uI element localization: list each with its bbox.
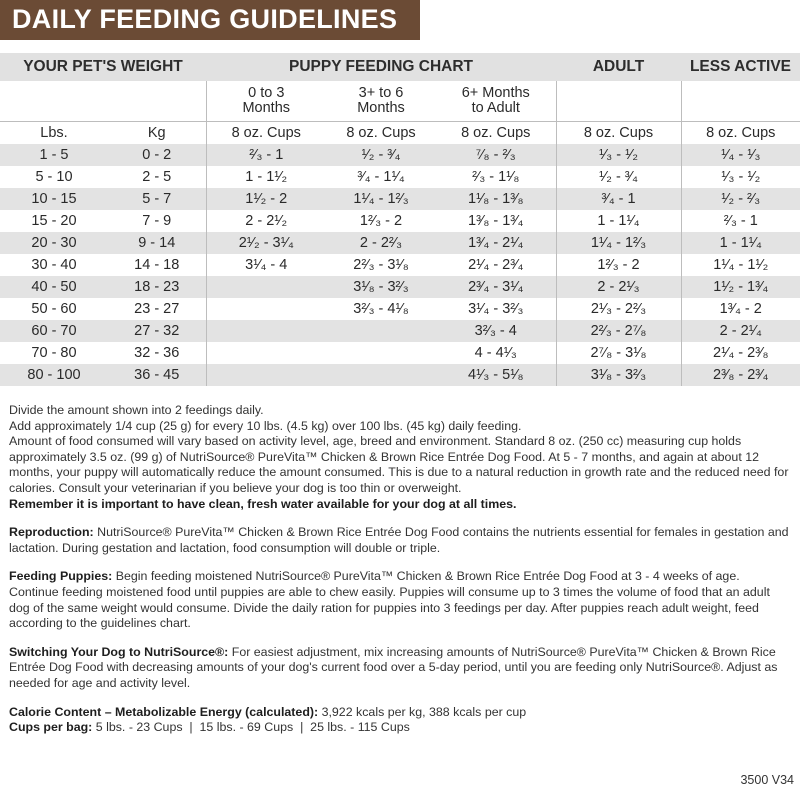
- table-cell: 15 - 20: [31, 213, 77, 229]
- table-cell: 5 - 10: [35, 169, 73, 185]
- table-row: [0, 254, 800, 276]
- table-cell: 18 - 23: [108, 276, 206, 298]
- table-cell: 2 - 2¹⁄₄: [681, 320, 800, 342]
- table-cell: 2 - 5: [142, 169, 172, 185]
- table-row: [0, 320, 800, 342]
- calorie-content: Calorie Content – Metabolizable Energy (calculated): 3,922 kcals per kg, 388 kcals per cup: [9, 704, 527, 719]
- table-cell: [326, 342, 436, 364]
- table-cell: 1¹⁄₄ - 1¹⁄₂: [681, 254, 800, 276]
- table-row: [0, 166, 800, 188]
- unit-cups: 8 oz. Cups: [326, 122, 436, 145]
- table-row: [0, 342, 800, 364]
- units-row: [0, 122, 800, 145]
- feeding-table: [0, 53, 800, 386]
- table-cell: 3¹⁄₈ - 3²⁄₃: [556, 364, 681, 386]
- table-row: [0, 298, 800, 320]
- instructions: [9, 403, 791, 736]
- table-cell: ²⁄₃ - 1¹⁄₈: [472, 169, 520, 185]
- note-amount: Amount of food consumed will vary based on activity level, age, breed and environment. Standard 8 oz. (250 cc) measuring cup holds approximately 3.5 oz. (99 g) of NutriSource® PureVita™ Chicken & Brown Rice Entrée Dog Food. At 5 - 7 months, and again at about 12 months, your puppy will automatically reduce the amount consumed. This is due to a natural reduction in growth rate and the reduced need for calories. Consult your veterinarian if you believe your dog is too thin or overweight.: [9, 434, 789, 495]
- table-cell: [206, 320, 326, 342]
- table-cell: 2¹⁄₄ - 2³⁄₈: [681, 342, 800, 364]
- note-water: Remember it is important to have clean, fresh water available for your dog at all times.: [9, 496, 517, 511]
- table-cell: 1¹⁄₂ - 2: [206, 188, 326, 210]
- unit-lbs: Lbs.: [0, 122, 108, 145]
- reproduction-paragraph: Reproduction: NutriSource® PureVita™ Chicken & Brown Rice Entrée Dog Food contains the nutrients essential for females in gestation and lactation. During gestation and lactation, food consumption will double or triple.: [9, 525, 789, 555]
- table-cell: [206, 276, 326, 298]
- table-cell: 80 - 100: [0, 364, 108, 386]
- switching-paragraph: Switching Your Dog to NutriSource®: For easiest adjustment, mix increasing amounts of NutriSource® PureVita™ Chicken & Brown Rice Entrée Dog Food with decreasing amounts of your dog's current food over a 5-day period, until you are feeding only NutriSource®. Adjust as needed for age and activity level.: [9, 644, 778, 690]
- table-cell: 30 - 40: [31, 257, 77, 273]
- table-cell: 50 - 60: [31, 301, 77, 317]
- table-cell: 36 - 45: [108, 364, 206, 386]
- table-cell: 1²⁄₃ - 2: [359, 213, 403, 229]
- table-cell: 2²⁄₃ - 2⁷⁄₈: [556, 320, 681, 342]
- table-cell: 40 - 50: [0, 276, 108, 298]
- table-cell: ²⁄₃ - 1: [206, 144, 326, 166]
- table-row: [0, 276, 800, 298]
- table-cell: 4 - 4¹⁄₃: [474, 345, 517, 361]
- table-cell: ³⁄₄ - 1¹⁄₄: [357, 169, 405, 185]
- age-group-3-6: 3+ to 6 Months: [357, 85, 405, 116]
- table-cell: 2³⁄₄ - 3¹⁄₄: [436, 276, 556, 298]
- table-cell: 1³⁄₄ - 2¹⁄₄: [436, 232, 556, 254]
- table-cell: 4¹⁄₃ - 5¹⁄₈: [436, 364, 556, 386]
- table-row: [0, 188, 800, 210]
- table-cell: 0 - 2: [108, 144, 206, 166]
- table-cell: [326, 320, 436, 342]
- table-cell: 2¹⁄₃ - 2²⁄₃: [556, 298, 681, 320]
- table-row: [0, 144, 800, 166]
- table-cell: 3²⁄₃ - 4: [436, 320, 556, 342]
- age-group-0-3: 0 to 3 Months: [206, 81, 326, 122]
- table-cell: ¹⁄₂ - ²⁄₃: [681, 188, 800, 210]
- table-cell: ³⁄₄ - 1: [556, 188, 681, 210]
- table-cell: 27 - 32: [108, 320, 206, 342]
- table-cell: 1¹⁄₈ - 1³⁄₈: [436, 188, 556, 210]
- title-banner: [0, 0, 420, 40]
- less-active-header: LESS ACTIVE: [681, 53, 800, 81]
- table-cell: 3¹⁄₄ - 4: [206, 254, 326, 276]
- table-cell: 7 - 9: [142, 213, 172, 229]
- table-cell: 1 - 1¹⁄₄: [681, 232, 800, 254]
- table-cell: 1 - 1¹⁄₄: [556, 210, 681, 232]
- table-cell: 2¹⁄₄ - 2³⁄₄: [468, 257, 524, 273]
- table-cell: [206, 342, 326, 364]
- table-cell: 2¹⁄₂ - 3¹⁄₄: [206, 232, 326, 254]
- table-cell: 1 - 5: [0, 144, 108, 166]
- table-cell: ¹⁄₃ - ¹⁄₂: [681, 166, 800, 188]
- table-row: [0, 232, 800, 254]
- note-divide: Divide the amount shown into 2 feedings daily.: [9, 403, 264, 417]
- table-cell: ¹⁄₄ - ¹⁄₃: [681, 144, 800, 166]
- table-cell: 1²⁄₃ - 2: [556, 254, 681, 276]
- table-cell: ¹⁄₂ - ³⁄₄: [556, 166, 681, 188]
- unit-cups: 8 oz. Cups: [436, 122, 556, 145]
- product-code: 3500 V34: [740, 773, 794, 787]
- table-cell: 14 - 18: [134, 257, 180, 273]
- table-cell: 5 - 7: [108, 188, 206, 210]
- cups-per-bag: Cups per bag: 5 lbs. - 23 Cups | 15 lbs. - 69 Cups | 25 lbs. - 115 Cups: [9, 720, 410, 735]
- table-cell: 20 - 30: [0, 232, 108, 254]
- table-cell: 32 - 36: [134, 345, 180, 361]
- table-cell: ¹⁄₃ - ¹⁄₂: [556, 144, 681, 166]
- puppy-chart-header: PUPPY FEEDING CHART: [206, 53, 556, 81]
- table-cell: 1³⁄₈ - 1³⁄₄: [468, 213, 524, 229]
- table-cell: 1 - 1¹⁄₂: [206, 166, 326, 188]
- table-cell: 2³⁄₈ - 2³⁄₄: [681, 364, 800, 386]
- table-cell: ⁷⁄₈ - ²⁄₃: [436, 144, 556, 166]
- table-cell: [206, 364, 326, 386]
- table-cell: [206, 298, 326, 320]
- age-group-row: [0, 81, 800, 122]
- table-cell: 70 - 80: [31, 345, 77, 361]
- table-header-row: [0, 53, 800, 81]
- table-cell: [326, 364, 436, 386]
- table-cell: 3²⁄₃ - 4¹⁄₈: [353, 301, 409, 317]
- note-add: Add approximately 1/4 cup (25 g) for every 10 lbs. (4.5 kg) over 100 lbs. (45 kg) daily feeding.: [9, 418, 522, 433]
- table-cell: 2 - 2¹⁄₂: [206, 210, 326, 232]
- table-row: [0, 210, 800, 232]
- table-cell: 23 - 27: [134, 301, 180, 317]
- table-cell: ²⁄₃ - 1: [681, 210, 800, 232]
- table-cell: 3¹⁄₈ - 3²⁄₃: [326, 276, 436, 298]
- age-group-6-adult: 6+ Months to Adult: [461, 85, 530, 116]
- unit-cups: 8 oz. Cups: [681, 122, 800, 145]
- table-cell: ¹⁄₂ - ³⁄₄: [326, 144, 436, 166]
- table-cell: 2²⁄₃ - 3¹⁄₈: [353, 257, 409, 273]
- table-cell: 1¹⁄₄ - 1²⁄₃: [326, 188, 436, 210]
- page-title: DAILY FEEDING GUIDELINES: [12, 4, 398, 34]
- table-cell: 10 - 15: [0, 188, 108, 210]
- unit-kg: Kg: [108, 122, 206, 145]
- table-cell: 1¹⁄₄ - 1²⁄₃: [556, 232, 681, 254]
- table-cell: 2 - 2²⁄₃: [326, 232, 436, 254]
- unit-cups: 8 oz. Cups: [206, 122, 326, 145]
- table-row: [0, 364, 800, 386]
- table-cell: 60 - 70: [0, 320, 108, 342]
- table-cell: 2⁷⁄₈ - 3¹⁄₈: [556, 342, 681, 364]
- table-cell: 3¹⁄₄ - 3²⁄₃: [468, 301, 524, 317]
- table-cell: 9 - 14: [108, 232, 206, 254]
- feeding-puppies-paragraph: Feeding Puppies: Begin feeding moistened NutriSource® PureVita™ Chicken & Brown Rice Entrée Dog Food at 3 - 4 weeks of age. Continue feeding moistened food until puppies are able to chew easily. Puppies will consume up to 3 times the volume of food that an adult dog of the same weight would consume. Divide the daily ration for puppies into 3 feedings per day. After puppies reach adult weight, feed according to the guidelines chart.: [9, 569, 770, 631]
- table-cell: 1³⁄₄ - 2: [681, 298, 800, 320]
- table-cell: 2 - 2¹⁄₃: [556, 276, 681, 298]
- unit-cups: 8 oz. Cups: [556, 122, 681, 145]
- table-cell: 1¹⁄₂ - 1³⁄₄: [681, 276, 800, 298]
- weight-header: YOUR PET'S WEIGHT: [0, 53, 206, 81]
- adult-header: ADULT: [556, 53, 681, 81]
